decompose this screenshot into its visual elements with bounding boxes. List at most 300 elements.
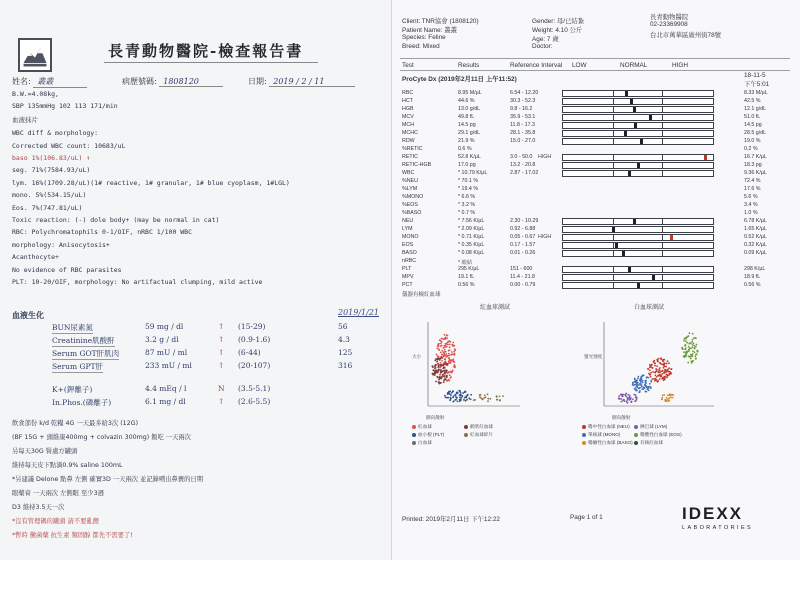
dotplot-point [659, 372, 661, 374]
dotplot-point [452, 390, 454, 392]
report-title: 長青動物醫院-檢查報告書 [108, 42, 304, 60]
result-reference: 11.8 - 17.3 [510, 122, 535, 128]
dotplot-point [662, 394, 664, 396]
result-reference: 6.54 - 12.20 [510, 90, 539, 96]
gauge-marker [670, 235, 673, 240]
smear-line: Toxic reaction: (-) dole body+ (may be normal in cat) [12, 216, 220, 224]
dotplot-point [647, 377, 649, 379]
dotplot-point [693, 345, 695, 347]
note-line: *暫時 黴菌藥 抗生素 類固醇 都先不需要了! [12, 532, 133, 539]
result-reference: 0.00 - 0.79 [510, 282, 536, 288]
result-test: %BASO [402, 210, 422, 216]
legend-item [582, 424, 630, 430]
dotplot-point [635, 387, 637, 389]
column-results: Results [458, 62, 480, 69]
dotplot-point [438, 345, 440, 347]
dotplot-point [466, 399, 468, 401]
result-row [392, 202, 800, 210]
dotplot-point [665, 370, 667, 372]
result-gauge [562, 162, 714, 169]
gauge-marker [628, 171, 631, 176]
gauge-divider [662, 139, 663, 144]
dotplot-point [449, 344, 451, 346]
dotplot-point [634, 400, 636, 402]
dotplot-point [693, 337, 695, 339]
smear-line: SBP 135mmHg 102 113 171/min [12, 102, 118, 111]
biochem-name: Serum GPT肝 [52, 362, 104, 371]
dotplot-point [441, 350, 443, 352]
result-row [392, 98, 800, 106]
breed-field: Breed: Mixed [402, 43, 440, 50]
result-value: 295 K/μL [458, 266, 480, 272]
legend-label: 紅血球 [418, 424, 432, 429]
dotplot-point [442, 347, 444, 349]
gauge-marker [633, 107, 636, 112]
idexx-logo [682, 504, 782, 531]
biochem-title: 血液生化 [12, 310, 44, 320]
dotplot-point [438, 348, 440, 350]
result-reference: 2.30 - 10.29 [510, 218, 539, 224]
result-gauge [562, 226, 714, 233]
result-previous: 14.5 pg [744, 122, 762, 128]
legend-label: 有核紅血球 [640, 440, 663, 445]
dotplot-point [628, 397, 630, 399]
result-previous: 18.9 fL [744, 274, 761, 280]
legend-swatch [464, 425, 468, 429]
previous-run-time: 下午5:01 [744, 81, 770, 88]
dotplot-point [692, 346, 694, 348]
biochem-ref: (3.5-5.1) [238, 384, 271, 393]
dotplot-point [634, 378, 636, 380]
smear-line: mono. 5%(534.15/uL) [12, 191, 87, 200]
chart-number-row [122, 76, 223, 87]
dotplot-point [449, 362, 451, 364]
dotplot-point [647, 386, 649, 388]
dotplot-point [656, 376, 658, 378]
result-previous: 16.7 K/μL [744, 154, 767, 160]
result-value: * 眼結 [458, 260, 473, 266]
dotplot-point [658, 358, 660, 360]
legend-item [464, 424, 493, 430]
dotplot-point [636, 399, 638, 401]
result-value: 17.0 pg [458, 162, 476, 168]
legend-item [412, 432, 444, 438]
dotplot-point [448, 379, 450, 381]
dotplot-point [687, 362, 689, 364]
legend-item [412, 440, 432, 446]
dotplot-point [447, 344, 449, 346]
dotplot-point [443, 338, 445, 340]
biochem-flag: ↑ [218, 397, 225, 406]
patient-field: Patient Name: 叢叢 [402, 27, 458, 34]
dotplot-point [490, 398, 492, 400]
legend-swatch [464, 433, 468, 437]
gauge-divider [662, 99, 663, 104]
result-gauge [562, 154, 714, 161]
dotplot-point [443, 381, 445, 383]
result-test: MCHC [402, 130, 418, 136]
dotplot-point [444, 372, 446, 374]
gauge-divider [613, 131, 614, 136]
result-previous: 9.36 K/μL [744, 170, 767, 176]
result-row [392, 146, 800, 154]
column-low: LOW [572, 62, 587, 69]
dotplot-point [628, 399, 630, 401]
result-test: PLT [402, 266, 412, 272]
result-value: 21.9 % [458, 138, 475, 144]
biochem-prev: 56 [338, 322, 348, 331]
dotplot-point [459, 390, 461, 392]
dotplot-point [453, 345, 455, 347]
result-value: 0.56 % [458, 282, 475, 288]
gauge-marker [640, 139, 643, 144]
dotplot-point [645, 391, 647, 393]
printed-timestamp: Printed: 2019年2月11日 下午12:22 [402, 516, 500, 523]
dotplot-point [496, 396, 498, 398]
dotplot-point [442, 374, 444, 376]
gauge-marker [612, 227, 615, 232]
result-previous: 0.32 K/μL [744, 242, 767, 248]
note-line: *沒有管理碼的罐頭 請不要亂餵 [12, 518, 100, 525]
dotplot-point [649, 369, 651, 371]
result-row [392, 258, 800, 266]
dotplot-point [668, 397, 670, 399]
result-value: * 6.6 % [458, 194, 476, 200]
dotplot-point [454, 350, 456, 352]
dotplot-point [444, 334, 446, 336]
gauge-marker [628, 267, 631, 272]
dotplot-point [650, 365, 652, 367]
dotplot-point [695, 346, 697, 348]
dotplot-point [439, 377, 441, 379]
result-previous: 298 K/μL [744, 266, 766, 272]
result-row [392, 186, 800, 194]
dotplot-point [449, 341, 451, 343]
dotplot-point [644, 387, 646, 389]
date-value: 2019 / 2 / 11 [269, 77, 355, 87]
result-row [392, 218, 800, 226]
biochem-ref: (0.9-1.6) [238, 335, 271, 344]
dotplot-point [663, 394, 665, 396]
dotplot-point [683, 355, 685, 357]
dotplot-point [650, 381, 652, 383]
result-gauge [562, 234, 714, 241]
dotplot-point [459, 397, 461, 399]
dotplot-point [447, 392, 449, 394]
gauge-divider [662, 115, 663, 120]
dotplot-point [453, 361, 455, 363]
dotplot-point [622, 394, 624, 396]
dotplot-point [438, 356, 440, 358]
gauge-marker [649, 115, 652, 120]
result-test: RETIC [402, 154, 418, 160]
dotplot-point [684, 338, 686, 340]
result-value: * 0.71 K/μL [458, 234, 485, 240]
dotplot-point [446, 397, 448, 399]
dotplot-point [434, 364, 436, 366]
result-test: MPV [402, 274, 414, 280]
dotplot-point [437, 363, 439, 365]
result-previous: 0.52 K/μL [744, 234, 767, 240]
gauge-marker [637, 163, 640, 168]
result-value: * 3.2 % [458, 202, 476, 208]
page-bottom-margin [0, 560, 800, 600]
result-test: %EOS [402, 202, 418, 208]
dotplot-note: 儀器有檢紅血球 [402, 292, 441, 298]
instrument-run: ProCyte Dx (2019年2月11日 上午11:52) [402, 76, 517, 83]
dotplot-point [670, 397, 672, 399]
name-label: 姓名: [12, 77, 31, 86]
legend-label: 血小板 (PLT) [418, 432, 445, 437]
dotplot-point [660, 363, 662, 365]
legend-label: 淋巴球 (LYM) [640, 424, 668, 429]
biochem-flag: ↑ [218, 361, 225, 370]
legend-swatch [412, 425, 416, 429]
biochem-name: In.Phos.(磷離子) [52, 398, 112, 407]
date-label: 日期: [248, 77, 267, 86]
note-line: (BF 15G + 頭維康400mg + colvazin 300mg) 飯吃 一天兩次 [12, 434, 191, 441]
chart-label: 病歷號碼: [122, 77, 157, 86]
dotplot-point [652, 371, 654, 373]
dotplot-point [487, 400, 489, 402]
dotplot-point [434, 360, 436, 362]
dotplot-point [632, 398, 634, 400]
dotplot-point [663, 364, 665, 366]
dotplot-point [452, 358, 454, 360]
result-reference: 15.0 - 27.0 [510, 138, 536, 144]
dotplot-point [670, 394, 672, 396]
dotplot-point [448, 357, 450, 359]
dotplot-point [437, 347, 439, 349]
dotplot-point [637, 384, 639, 386]
dotplot-point [690, 348, 692, 350]
rbc-y-axis-label: 大小 [412, 354, 422, 359]
result-gauge [562, 250, 714, 257]
dotplot-point [432, 365, 434, 367]
gauge-divider [613, 123, 614, 128]
dotplot-point [689, 342, 691, 344]
result-value: * 7.56 K/μL [458, 218, 485, 224]
dotplot-point [437, 377, 439, 379]
gauge-divider [662, 123, 663, 128]
result-gauge [562, 98, 714, 105]
dotplot-point [694, 348, 696, 350]
gauge-divider [662, 235, 663, 240]
dotplot-point [450, 359, 452, 361]
smear-line: RBC: Polychromatophils 0-1/OIF, nRBC 1/100 WBC [12, 228, 193, 237]
dotplot-point [449, 346, 451, 348]
dotplot-point [688, 356, 690, 358]
dotplot-point [685, 340, 687, 342]
chart-number-value: 1808120 [159, 77, 223, 87]
result-gauge [562, 122, 714, 129]
note-line: 維持每天皮下點滴0.9% saline 100mL [12, 462, 123, 469]
note-line: D3 維持3.5天一次 [12, 504, 65, 511]
dotplot-point [450, 376, 452, 378]
age-field: Age: 7 歲 [532, 36, 559, 43]
dotplot-point [465, 400, 467, 402]
legend-label: 紅血球碎片 [470, 432, 493, 437]
dotplot-point [635, 396, 637, 398]
dotplot-point [444, 351, 446, 353]
dotplot-point [454, 365, 456, 367]
dotplot-point [655, 375, 657, 377]
result-previous: 42.5 % [744, 98, 761, 104]
biochem-row [0, 397, 392, 410]
biochem-val: 3.2 g / dl [145, 335, 179, 344]
result-previous: 72.4 % [744, 178, 761, 184]
result-value: 14.5 pg [458, 122, 476, 128]
dotplot-point [662, 370, 664, 372]
title-underline [104, 62, 318, 63]
dotplot-point [449, 349, 451, 351]
dotplot-point [452, 342, 454, 344]
legend-item [634, 424, 667, 430]
dotplot-point [684, 345, 686, 347]
wbc-dotplot [598, 318, 718, 412]
result-previous: 5.6 % [744, 194, 758, 200]
dotplot-point [496, 399, 498, 401]
result-previous: 0.2 % [744, 146, 758, 152]
gauge-marker [622, 251, 625, 256]
result-value: * 0.35 K/μL [458, 242, 485, 248]
smear-line: WBC diff & morphology: [12, 129, 99, 138]
legend-label: 嗜酸性白血球 (EOS) [640, 432, 682, 437]
column-divider [400, 70, 790, 71]
result-row [392, 242, 800, 250]
dotplot-point [661, 399, 663, 401]
result-reference: 13.2 - 20.8 [510, 162, 536, 168]
gauge-divider [613, 171, 614, 176]
gauge-divider [662, 131, 663, 136]
dotplot-point [686, 353, 688, 355]
dotplot-point [440, 362, 442, 364]
legend-item [634, 432, 682, 438]
dotplot-point [656, 379, 658, 381]
result-value: 29.1 g/dL [458, 130, 481, 136]
result-previous: 17.6 % [744, 186, 761, 192]
dotplot-point [636, 389, 638, 391]
gauge-divider [662, 91, 663, 96]
dotplot-point [657, 375, 659, 377]
result-test: PCT [402, 282, 413, 288]
dotplot-point [637, 376, 639, 378]
client-field: Client: TNR協會 (1808120) [402, 18, 479, 25]
legend-swatch [634, 441, 638, 445]
dotplot-point [641, 384, 643, 386]
dotplot-point [621, 401, 623, 403]
previous-run-date: 18-11-5 [744, 72, 766, 79]
dotplot-point [656, 369, 658, 371]
result-test: MCV [402, 114, 414, 120]
dotplot-point [693, 342, 695, 344]
dotplot-point [440, 352, 442, 354]
dotplot-point [690, 360, 692, 362]
smear-line: baso 1%(106.83/uL) ↑ [12, 154, 91, 162]
dotplot-point [440, 382, 442, 384]
dotplot-point [666, 374, 668, 376]
result-row [392, 122, 800, 130]
legend-label: 白血球 [418, 440, 432, 445]
name-value: 叢叢 [33, 76, 87, 88]
gauge-divider [662, 251, 663, 256]
dotplot-point [437, 372, 439, 374]
dotplot-point [666, 363, 668, 365]
dotplot-point [667, 395, 669, 397]
gauge-divider [662, 107, 663, 112]
gauge-divider [613, 163, 614, 168]
dotplot-point [692, 351, 694, 353]
column-high: HIGH [672, 62, 688, 69]
dotplot-point [664, 399, 666, 401]
dotplot-point [651, 378, 653, 380]
dotplot-point [487, 398, 489, 400]
result-row [392, 210, 800, 218]
dotplot-point [689, 332, 691, 334]
dotplot-section [398, 296, 790, 466]
gauge-marker [634, 123, 637, 128]
result-previous: 8.33 M/μL [744, 90, 768, 96]
dotplot-point [620, 398, 622, 400]
column-test: Test [402, 62, 414, 69]
dotplot-point [649, 383, 651, 385]
dotplot-point [452, 353, 454, 355]
gauge-divider [613, 275, 614, 280]
gauge-divider [613, 283, 614, 288]
dotplot-point [664, 378, 666, 380]
result-value: 49.8 fL [458, 114, 475, 120]
dotplot-point [454, 353, 456, 355]
handwritten-report-sheet [0, 0, 392, 560]
dotplot-point [640, 376, 642, 378]
dotplot-point [692, 333, 694, 335]
dotplot-point [451, 351, 453, 353]
clinic-name: 長青動物醫院 [650, 14, 689, 21]
result-value: 52.8 K/μL [458, 154, 481, 160]
result-row [392, 170, 800, 178]
result-value: * 2.09 K/μL [458, 226, 485, 232]
result-value: 8.95 M/μL [458, 90, 482, 96]
smear-line: seg. 71%(7584.93/uL) [12, 166, 91, 175]
result-gauge [562, 90, 714, 97]
dotplot-point [444, 358, 446, 360]
result-value: 0.6 % [458, 146, 472, 152]
dotplot-point [636, 379, 638, 381]
dotplot-point [661, 373, 663, 375]
dotplot-point [624, 400, 626, 402]
biochem-name: Creatinine肌酸酐 [52, 336, 115, 345]
dotplot-point [665, 366, 667, 368]
dotplot-point [456, 392, 458, 394]
dotplot-point [635, 380, 637, 382]
biochem-name: Serum GOT肝肌肉 [52, 349, 120, 358]
smear-line: B.W.=4.08kg, [12, 90, 59, 98]
result-value: * 10.79 K/μL [458, 170, 488, 176]
biochem-prev: 4.3 [338, 335, 350, 344]
gender-field: Gender: 母/已結紮 [532, 18, 585, 25]
dotplot-point [642, 380, 644, 382]
biochem-val: 233 mU / ml [145, 361, 192, 370]
dotplot-point [435, 381, 437, 383]
dotplot-point [633, 394, 635, 396]
result-test: RDW [402, 138, 415, 144]
dotplot-point [459, 399, 461, 401]
dotplot-point [438, 358, 440, 360]
dotplot-point [692, 360, 694, 362]
gauge-divider [662, 163, 663, 168]
dotplot-point [432, 369, 434, 371]
note-line: 另每天30G 腎處方罐頭 [12, 448, 78, 455]
